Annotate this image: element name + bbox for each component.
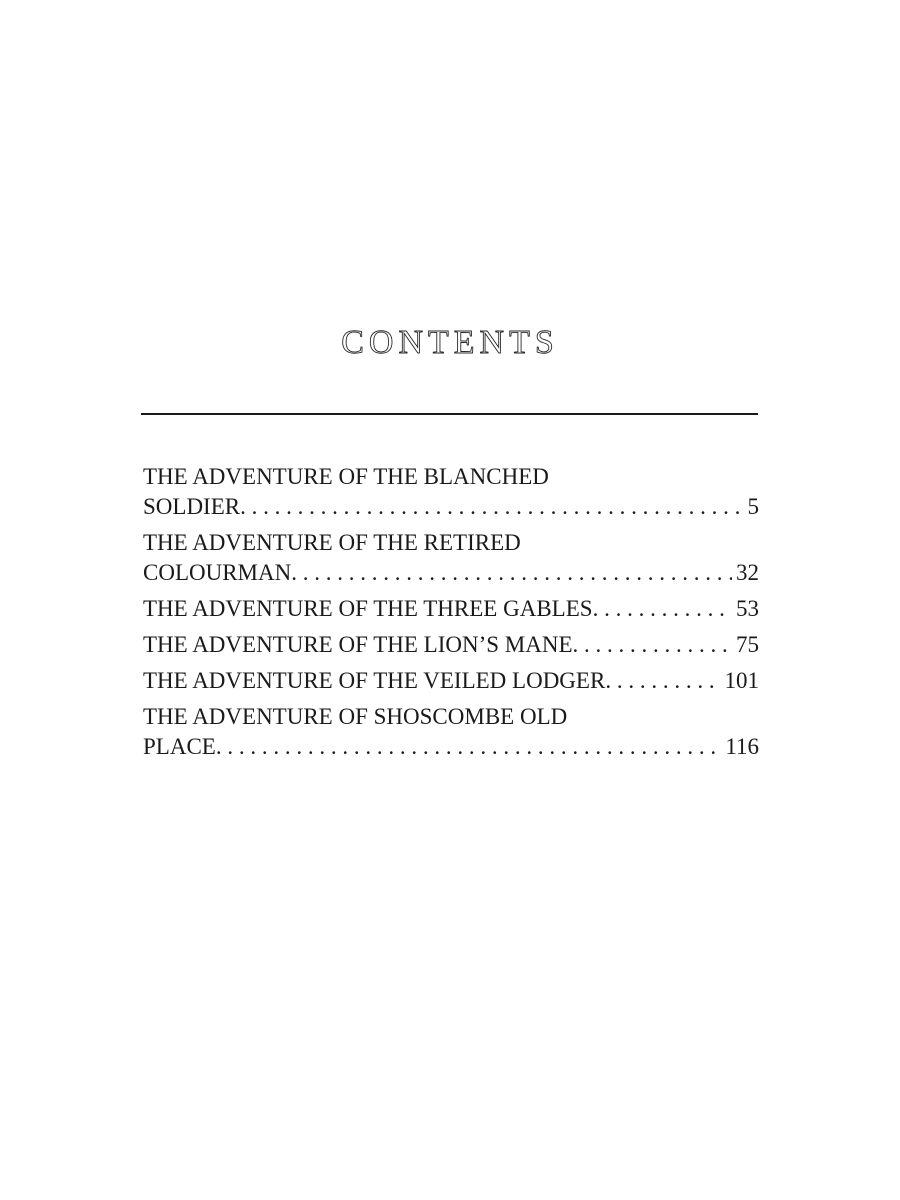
toc-entry-title: PLACE: [143, 734, 216, 759]
toc-entry-page-number: 75: [736, 632, 759, 657]
toc-entry-title-last-line: [143, 594, 759, 624]
toc-entry-title-last-line: [143, 558, 759, 588]
toc-entry-title-first-line: THE ADVENTURE OF THE BLANCHED: [143, 464, 549, 489]
toc-entry-title: THE ADVENTURE OF THE LION’S MANE: [143, 632, 573, 657]
toc-entry-title-last-line: [143, 666, 759, 696]
page-title: CONTENTS: [341, 324, 559, 361]
dot-leader: [605, 666, 720, 696]
toc-entry-blanched-soldier[interactable]: [143, 462, 759, 522]
toc-entry-title-first-line: THE ADVENTURE OF SHOSCOMBE OLD: [143, 704, 568, 729]
toc-entry-title: THE ADVENTURE OF THE VEILED LODGER: [143, 668, 606, 693]
toc-entry-page-number: 53: [736, 596, 759, 621]
toc-entry-title: COLOURMAN: [143, 560, 292, 585]
heading-divider: [141, 413, 758, 415]
dot-leader: [291, 558, 732, 588]
dot-leader: [240, 492, 743, 522]
toc-entry-title-first-line: THE ADVENTURE OF THE RETIRED: [143, 530, 521, 555]
toc-entry-title-last-line: [143, 492, 759, 522]
dot-leader: [573, 630, 732, 660]
toc-entry-veiled-lodger[interactable]: [143, 666, 759, 696]
toc-entry-page-number: 5: [747, 494, 759, 519]
table-of-contents: [143, 462, 759, 768]
toc-entry-page-number: 116: [725, 734, 759, 759]
toc-entry-title: SOLDIER: [143, 494, 241, 519]
dot-leader: [216, 732, 722, 762]
toc-entry-page-number: 101: [724, 668, 759, 693]
toc-entry-title: THE ADVENTURE OF THE THREE GABLES: [143, 596, 593, 621]
toc-entry-title-last-line: [143, 732, 759, 762]
toc-entry-lions-mane[interactable]: [143, 630, 759, 660]
toc-entry-shoscombe-old-place[interactable]: [143, 702, 759, 762]
toc-entry-page-number: 32: [736, 560, 759, 585]
dot-leader: [593, 594, 732, 624]
toc-entry-retired-colourman[interactable]: [143, 528, 759, 588]
toc-entry-three-gables[interactable]: [143, 594, 759, 624]
toc-entry-title-last-line: [143, 630, 759, 660]
